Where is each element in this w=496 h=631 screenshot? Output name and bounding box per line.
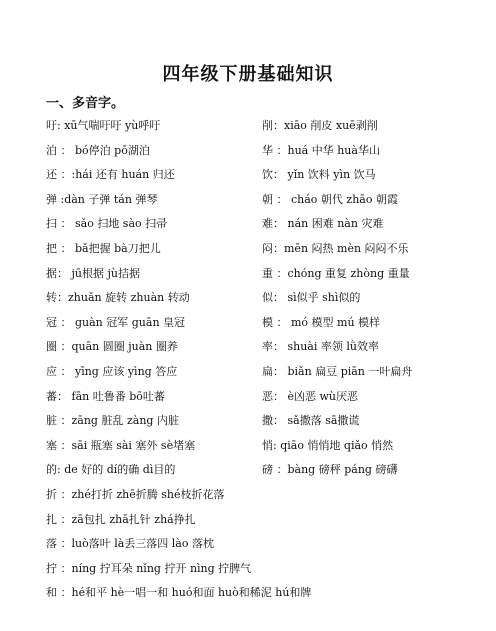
polyphone-entry-left: 塞 ：sāi 瓶塞 sài 塞外 sè堵塞	[46, 438, 196, 452]
polyphone-entry-right: 扁： biǎn 扁豆 piān 一叶扁舟	[262, 364, 413, 378]
polyphone-row	[46, 560, 486, 585]
polyphone-entry-left: 折 ：zhé打折 zhē折腾 shé枝折花落	[46, 487, 225, 501]
polyphone-entry-left: 应 ： yīng 应该 yìng 答应	[46, 364, 178, 378]
polyphone-row	[46, 412, 486, 437]
polyphone-entry-left: 扎 ：zā包扎 zhā扎针 zhá挣扎	[46, 512, 196, 526]
polyphone-entry-right: 削：xiāo 削皮 xuē剥削	[262, 119, 378, 132]
polyphone-row	[46, 166, 486, 191]
polyphone-row	[46, 240, 486, 265]
polyphone-row	[46, 535, 486, 560]
polyphone-row	[46, 191, 486, 216]
polyphone-row	[46, 265, 486, 290]
polyphone-entry-right: 闷：mēn 闷热 mèn 闷闷不乐	[262, 241, 409, 255]
polyphone-row	[46, 363, 486, 388]
polyphone-entry-right: 朝 ： cháo 朝代 zhāo 朝霞	[262, 192, 398, 206]
polyphone-entry-left: 的: de 好的 dí的确 dì目的	[46, 463, 176, 477]
polyphone-entry-left: 把 ： bǎ把握 bà刀把儿	[46, 241, 161, 255]
polyphone-entry-left: 拧 ：níng 拧耳朵 nǐng 拧开 nìng 拧脾气	[46, 561, 252, 575]
polyphone-entry-left: 转：zhuǎn 旋转 zhuàn 转动	[46, 291, 190, 305]
polyphone-row	[46, 142, 486, 167]
polyphone-entry-right: 饮： yǐn 饮料 yìn 饮马	[262, 168, 376, 182]
polyphone-entry-left: 据： jū根据 jù拮据	[46, 266, 140, 280]
polyphone-entry-left: 吁: xū气喘吁吁 yù呼吁	[46, 119, 161, 132]
polyphone-entry-right: 重 ：chóng 重复 zhòng 重量	[262, 266, 410, 280]
polyphone-entry-right: 华 ：huá 中华 huà华山	[262, 143, 380, 157]
polyphone-entry-right: 模 ： mó 模型 mú 模样	[262, 315, 381, 329]
polyphone-entry-left: 扫 ： sǎo 扫地 sào 扫帚	[46, 217, 168, 231]
polyphone-row	[46, 584, 486, 609]
polyphone-row	[46, 388, 486, 413]
polyphone-row	[46, 289, 486, 314]
polyphone-entry-right: 率： shuài 率领 lǜ效率	[262, 340, 379, 354]
polyphone-entry-right: 恶： è凶恶 wù厌恶	[262, 389, 359, 403]
polyphone-entry-right: 难： nán 困难 nàn 灾难	[262, 217, 384, 231]
page-title: 四年级下册基础知识	[162, 64, 334, 85]
polyphone-list	[46, 117, 486, 609]
polyphone-entry-left: 和 ：hé和平 hè一唱一和 huó和面 huò和稀泥 hú和牌	[46, 586, 312, 600]
polyphone-row	[46, 215, 486, 240]
polyphone-row	[46, 314, 486, 339]
polyphone-entry-left: 脏 ：zāng 脏乱 zàng 内脏	[46, 414, 179, 428]
polyphone-row	[46, 486, 486, 511]
polyphone-entry-left: 落 ：luò落叶 là丢三落四 lào 落枕	[46, 537, 214, 551]
polyphone-entry-right: 似： sì似乎 shì似的	[262, 291, 361, 305]
polyphone-row	[46, 511, 486, 536]
polyphone-entry-left: 冠 ： guàn 冠军 guān 皇冠	[46, 315, 186, 329]
polyphone-entry-left: 还 ：:hái 还有 huán 归还	[46, 168, 175, 182]
polyphone-entry-right: 磅 ：bàng 磅秤 páng 磅礴	[262, 463, 398, 477]
polyphone-entry-left: 圈 ：quān 圆圈 juàn 圈养	[46, 340, 178, 354]
polyphone-entry-left: 弹 :dàn 子弹 tán 弹琴	[46, 192, 158, 206]
polyphone-entry-right: 悄: qiāo 悄悄地 qiǎo 悄然	[262, 438, 394, 452]
polyphone-row	[46, 338, 486, 363]
polyphone-entry-right: 撒： sǎ撒落 sā撒谎	[262, 414, 360, 428]
polyphone-row	[46, 437, 486, 462]
section-heading: 一、多音字。	[46, 96, 125, 111]
polyphone-row	[46, 461, 486, 486]
polyphone-entry-left: 泊 ： bó停泊 pō湖泊	[46, 143, 150, 157]
polyphone-entry-left: 蕃： fān 吐鲁番 bō吐蕃	[46, 389, 165, 403]
polyphone-row	[46, 117, 486, 142]
